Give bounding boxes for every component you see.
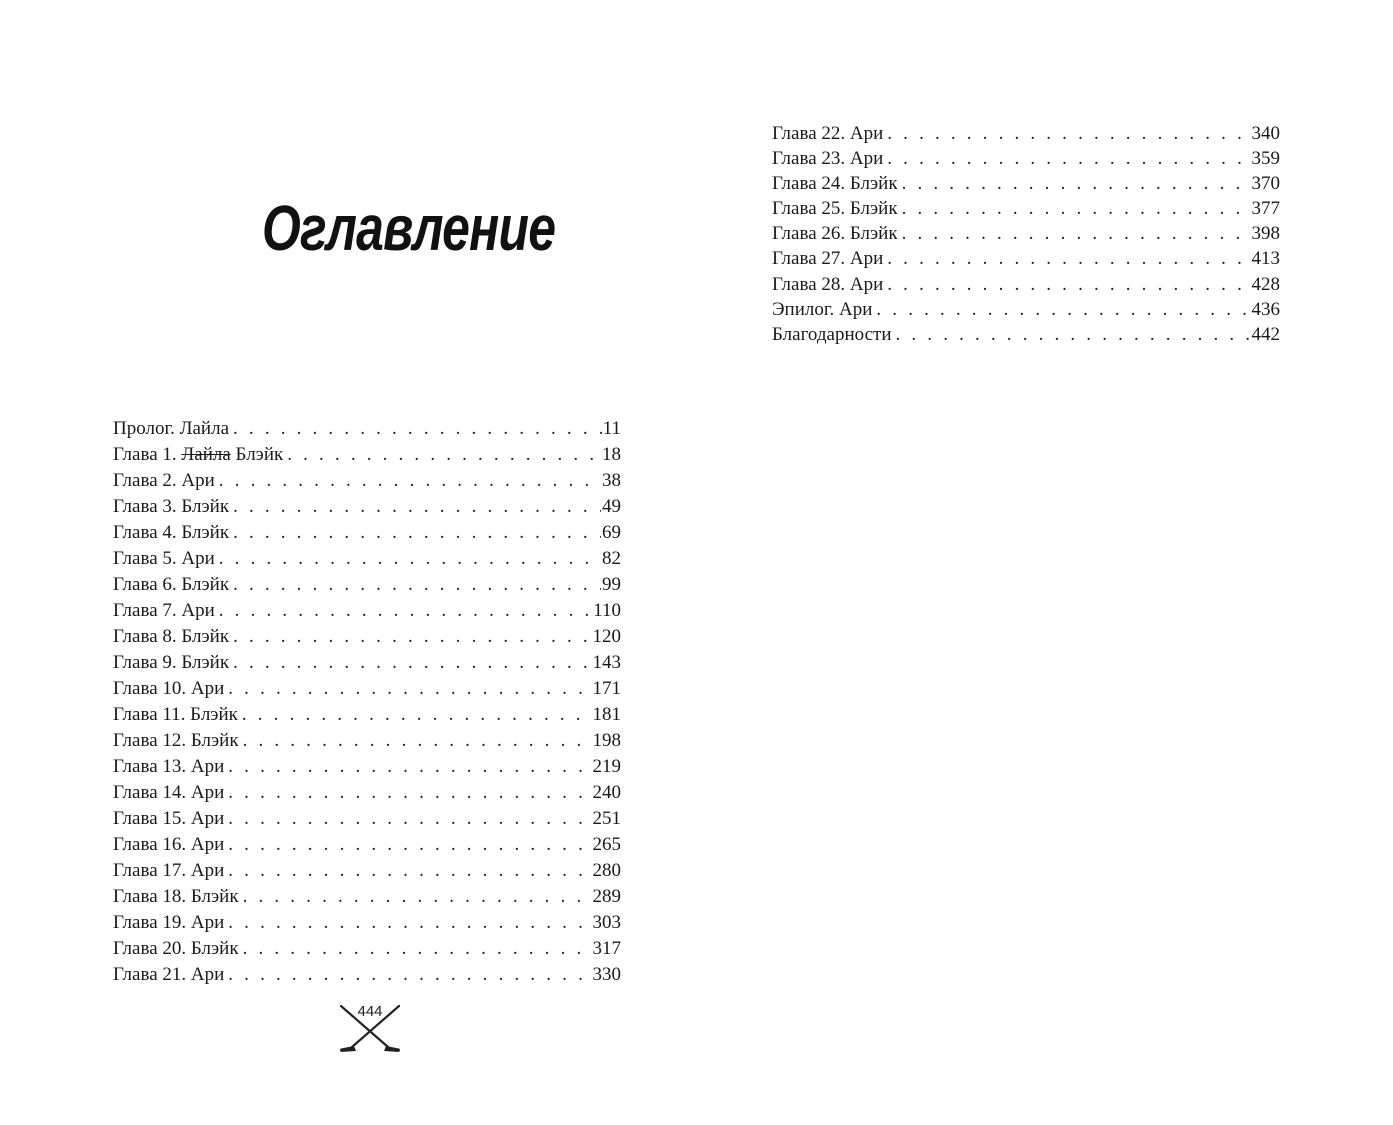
toc-entry-title: Глава 7. Ари <box>113 600 215 621</box>
dot-leader <box>287 442 601 468</box>
dot-leader <box>219 546 601 572</box>
right-page <box>696 0 1393 1125</box>
toc-entry-page: 377 <box>1251 198 1280 220</box>
toc-entry[interactable] <box>113 676 621 702</box>
toc-entry-page: 370 <box>1251 173 1280 195</box>
dot-leader <box>243 884 592 910</box>
toc-entry-title: Глава 3. Блэйк <box>113 496 230 517</box>
toc-list-left <box>113 416 621 988</box>
dot-leader <box>228 676 591 702</box>
toc-entry-title: Глава 28. Ари <box>772 273 884 295</box>
toc-entry-page: 38 <box>602 470 621 491</box>
dot-leader <box>887 146 1250 171</box>
toc-entry[interactable] <box>113 650 621 676</box>
dot-leader <box>233 494 601 520</box>
toc-entry-page: 359 <box>1251 148 1280 170</box>
toc-entry-title: Эпилог. Ари <box>772 298 873 320</box>
toc-entry-title: Глава 18. Блэйк <box>113 886 239 907</box>
toc-entry-title: Глава 11. Блэйк <box>113 704 238 725</box>
toc-entry[interactable] <box>772 146 1280 171</box>
toc-entry[interactable] <box>113 754 621 780</box>
toc-entry[interactable] <box>772 246 1280 271</box>
page-folio <box>337 1003 403 1057</box>
dot-leader <box>902 221 1251 246</box>
toc-entry-title: Глава 24. Блэйк <box>772 173 898 195</box>
toc-entry[interactable] <box>113 806 621 832</box>
dot-leader <box>228 962 591 988</box>
dot-leader <box>876 297 1250 322</box>
toc-entry-title: Глава 25. Блэйк <box>772 198 898 220</box>
toc-entry-page: 303 <box>592 912 621 933</box>
toc-entry-page: 436 <box>1251 298 1280 320</box>
toc-entry[interactable] <box>113 468 621 494</box>
toc-entry-title: Глава 5. Ари <box>113 548 215 569</box>
toc-entry-page: 198 <box>592 730 621 751</box>
toc-entry[interactable] <box>113 702 621 728</box>
toc-entry[interactable] <box>113 936 621 962</box>
toc-entry[interactable] <box>113 494 621 520</box>
dot-leader <box>228 754 591 780</box>
dot-leader <box>887 121 1250 146</box>
toc-entry-title-suffix: Блэйк <box>235 444 284 465</box>
dot-leader <box>233 572 601 598</box>
toc-entry[interactable] <box>772 196 1280 221</box>
toc-entry[interactable] <box>113 598 621 624</box>
struck-through-name: Лайла <box>181 444 231 465</box>
toc-entry-page: 49 <box>602 496 621 517</box>
toc-entry-title: Глава 2. Ари <box>113 470 215 491</box>
toc-entry-title: Глава 10. Ари <box>113 678 225 699</box>
toc-entry[interactable] <box>113 884 621 910</box>
toc-entry[interactable] <box>772 322 1280 347</box>
toc-entry[interactable] <box>113 624 621 650</box>
toc-entry-title: Глава 27. Ари <box>772 248 884 270</box>
toc-entry-page: 280 <box>592 860 621 881</box>
toc-entry[interactable] <box>772 221 1280 246</box>
toc-list-right <box>772 121 1280 347</box>
toc-entry[interactable] <box>113 572 621 598</box>
toc-entry-title: Глава 9. Блэйк <box>113 652 230 673</box>
toc-entry-page: 219 <box>592 756 621 777</box>
toc-entry-title: Глава 20. Блэйк <box>113 938 239 959</box>
left-page <box>0 0 696 1125</box>
dot-leader <box>233 520 601 546</box>
toc-entry-page: 265 <box>592 834 621 855</box>
toc-entry-page: 11 <box>602 418 621 439</box>
dot-leader <box>233 624 591 650</box>
toc-entry-page: 110 <box>593 600 621 621</box>
toc-entry-title: Глава 21. Ари <box>113 964 225 985</box>
dot-leader <box>219 468 601 494</box>
toc-entry-page: 317 <box>592 938 621 959</box>
toc-entry-title: Глава 26. Блэйк <box>772 223 898 245</box>
toc-entry[interactable] <box>772 171 1280 196</box>
toc-entry[interactable] <box>113 416 621 442</box>
toc-entry-title: Глава 12. Блэйк <box>113 730 239 751</box>
dot-leader <box>902 171 1251 196</box>
dot-leader <box>896 322 1251 347</box>
toc-entry-title: Благодарности <box>772 323 892 345</box>
toc-entry[interactable] <box>772 121 1280 146</box>
toc-entry-page: 240 <box>592 782 621 803</box>
toc-entry[interactable] <box>113 546 621 572</box>
toc-entry-page: 181 <box>592 704 621 725</box>
toc-entry[interactable] <box>113 910 621 936</box>
toc-entry[interactable] <box>113 832 621 858</box>
dot-leader <box>887 272 1250 297</box>
toc-entry[interactable] <box>113 442 621 468</box>
dot-leader <box>233 650 591 676</box>
dot-leader <box>219 598 592 624</box>
toc-entry-page: 442 <box>1251 323 1280 345</box>
toc-entry-title: Глава 19. Ари <box>113 912 225 933</box>
toc-entry-page: 82 <box>602 548 621 569</box>
page-title: Оглавление <box>262 192 556 264</box>
dot-leader <box>233 416 602 442</box>
toc-entry-page: 413 <box>1251 248 1280 270</box>
toc-entry-page: 69 <box>602 522 621 543</box>
dot-leader <box>887 246 1250 271</box>
toc-entry-title: Глава 15. Ари <box>113 808 225 829</box>
toc-entry-page: 171 <box>592 678 621 699</box>
dot-leader <box>228 832 591 858</box>
toc-entry-title: Глава 23. Ари <box>772 148 884 170</box>
toc-entry-title: Глава 16. Ари <box>113 834 225 855</box>
page-number: 444 <box>357 1003 383 1020</box>
toc-entry-page: 340 <box>1251 123 1280 144</box>
toc-entry[interactable] <box>113 858 621 884</box>
toc-entry-title: Глава 8. Блэйк <box>113 626 230 647</box>
toc-entry-title-prefix: Глава 1. <box>113 444 177 465</box>
dot-leader <box>228 780 591 806</box>
dot-leader <box>902 196 1251 221</box>
toc-entry[interactable] <box>772 297 1280 322</box>
toc-entry-title: Глава 22. Ари <box>772 123 884 144</box>
toc-entry-page: 428 <box>1251 273 1280 295</box>
toc-entry[interactable] <box>113 728 621 754</box>
toc-entry-title: Пролог. Лайла <box>113 418 230 439</box>
toc-entry-title: Глава 6. Блэйк <box>113 574 230 595</box>
dot-leader <box>228 806 591 832</box>
toc-entry-page: 289 <box>592 886 621 907</box>
toc-entry[interactable] <box>113 780 621 806</box>
toc-entry[interactable] <box>113 520 621 546</box>
toc-entry[interactable] <box>113 962 621 988</box>
toc-entry-title: Глава 14. Ари <box>113 782 225 803</box>
dot-leader <box>228 858 591 884</box>
dot-leader <box>242 702 592 728</box>
toc-entry-page: 18 <box>602 444 621 465</box>
toc-entry-page: 330 <box>592 964 621 985</box>
toc-entry-page: 398 <box>1251 223 1280 245</box>
dot-leader <box>243 936 592 962</box>
toc-entry-title: Глава 4. Блэйк <box>113 522 230 543</box>
toc-entry[interactable] <box>772 272 1280 297</box>
toc-entry-title <box>113 442 283 468</box>
toc-entry-page: 143 <box>592 652 621 673</box>
dot-leader <box>243 728 592 754</box>
toc-entry-page: 251 <box>592 808 621 829</box>
toc-entry-page: 99 <box>602 574 621 595</box>
toc-entry-title: Глава 13. Ари <box>113 756 225 777</box>
dot-leader <box>228 910 591 936</box>
toc-entry-page: 120 <box>592 626 621 647</box>
toc-entry-title: Глава 17. Ари <box>113 860 225 881</box>
